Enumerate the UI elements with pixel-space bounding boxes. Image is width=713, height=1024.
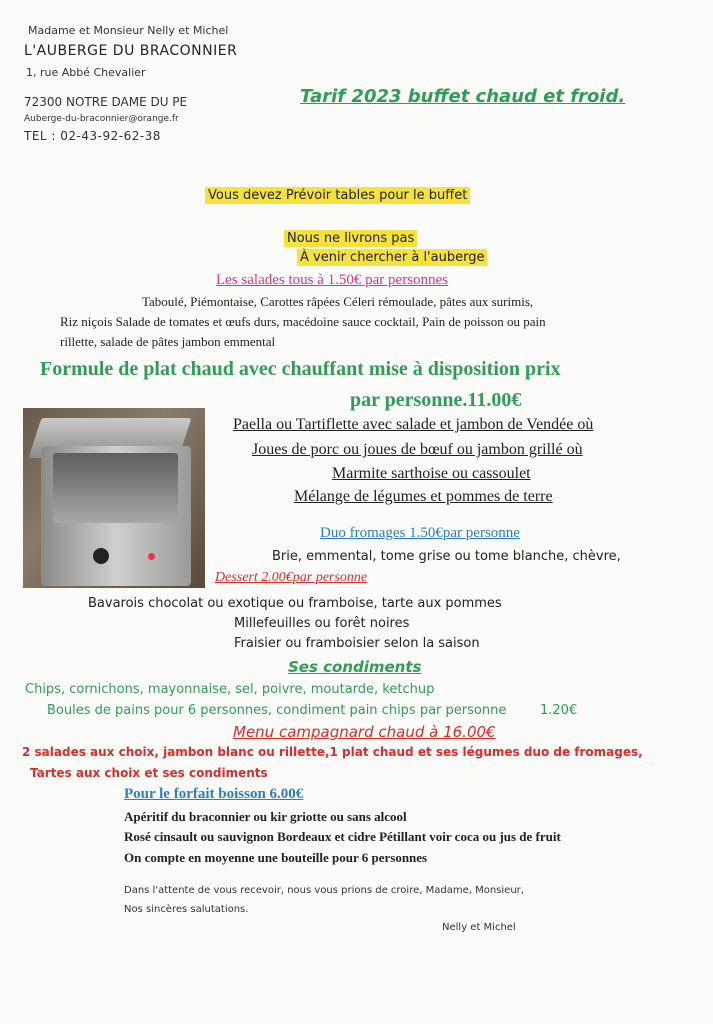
phone-number: TEL : 02-43-92-62-38 — [24, 129, 161, 143]
no-delivery-text: Nous ne livrons pas — [284, 230, 417, 247]
condiments-heading: Ses condiments — [288, 658, 422, 676]
no-delivery-notice — [284, 231, 417, 246]
city-address: 72300 NOTRE DAME DU PE — [24, 95, 188, 109]
dessert-line-1: Bavarois chocolat ou exotique ou framboise, tarte aux pommes — [88, 596, 502, 611]
chafing-dish-light — [148, 553, 155, 560]
condiments-price: 1.20€ — [540, 703, 578, 718]
drinks-line-1: Apéritif du braconnier ou kir griotte ou sans alcool — [124, 809, 407, 824]
business-name: L'AUBERGE DU BRACONNIER — [24, 43, 238, 59]
hot-dish-heading-line-2: par personne.11.00€ — [350, 389, 522, 411]
email-address: Auberge-du-braconnier@orange.fr — [24, 114, 179, 124]
salads-line-3: rillette, salade de pâtes jambon emmental — [60, 334, 276, 349]
hot-dish-option-1: Paella ou Tartiflette avec salade et jambon de Vendée où — [233, 416, 594, 433]
hot-dish-option-4: Mélange de légumes et pommes de terre — [294, 488, 553, 505]
condiments-line-2: Boules de pains pour 6 personnes, condiment pain chips par personne — [47, 703, 507, 718]
pickup-notice — [297, 250, 487, 265]
signature: Nelly et Michel — [442, 922, 516, 933]
salads-line-1: Taboulé, Piémontaise, Carottes râpées Céleri rémoulade, pâtes aux surimis, — [142, 294, 534, 309]
street-address: 1, rue Abbé Chevalier — [26, 66, 146, 79]
drinks-line-2: Rosé cinsault ou sauvignon Bordeaux et cidre Pétillant voir coca ou jus de fruit — [124, 829, 561, 844]
menu-line-2: Tartes aux choix et ses condiments — [30, 766, 268, 780]
dessert-heading: Dessert 2.00€par personne — [215, 570, 368, 585]
hot-dish-heading-line-1: Formule de plat chaud avec chauffant mise à disposition prix — [40, 358, 561, 380]
menu-line-1: 2 salades aux choix, jambon blanc ou rillette,1 plat chaud et ses légumes duo de fromages, — [22, 745, 643, 759]
menu-heading: Menu campagnard chaud à 16.00€ — [233, 723, 496, 741]
drinks-line-3: On compte en moyenne une bouteille pour 6 personnes — [124, 850, 428, 865]
cheese-line: Brie, emmental, tome grise ou tome blanche, chèvre, — [272, 549, 621, 564]
drinks-heading: Pour le forfait boisson 6.00€ — [124, 786, 304, 802]
dessert-line-3: Fraisier ou framboisier selon la saison — [234, 636, 480, 651]
chafing-dish-knob — [93, 548, 109, 564]
pickup-text: À venir chercher à l'auberge — [297, 249, 487, 266]
condiments-line-1: Chips, cornichons, mayonnaise, sel, poivre, moutarde, ketchup — [25, 682, 435, 697]
chafing-dish-photo — [23, 408, 205, 588]
tables-notice — [205, 188, 470, 203]
closing-line-1: Dans l'attente de vous recevoir, nous vous prions de croire, Madame, Monsieur, — [124, 885, 524, 896]
chafing-dish-basin — [53, 453, 178, 523]
hot-dish-option-2: Joues de porc ou joues de bœuf ou jambon grillé où — [252, 441, 583, 458]
cheese-heading: Duo fromages 1.50€par personne — [320, 525, 520, 541]
closing-line-2: Nos sincères salutations. — [124, 904, 249, 915]
salads-heading: Les salades tous à 1.50€ par personnes — [216, 272, 449, 288]
tables-notice-text: Vous devez Prévoir tables pour le buffet — [205, 187, 470, 204]
salads-line-2: Riz niçois Salade de tomates et œufs durs, macédoine sauce cocktail, Pain de poisson ou pain — [60, 314, 546, 329]
page-title: Tarif 2023 buffet chaud et froid. — [300, 86, 626, 107]
dessert-line-2: Millefeuilles ou forêt noires — [234, 616, 410, 631]
owners-line: Madame et Monsieur Nelly et Michel — [28, 24, 229, 37]
hot-dish-option-3: Marmite sarthoise ou cassoulet — [332, 465, 531, 482]
